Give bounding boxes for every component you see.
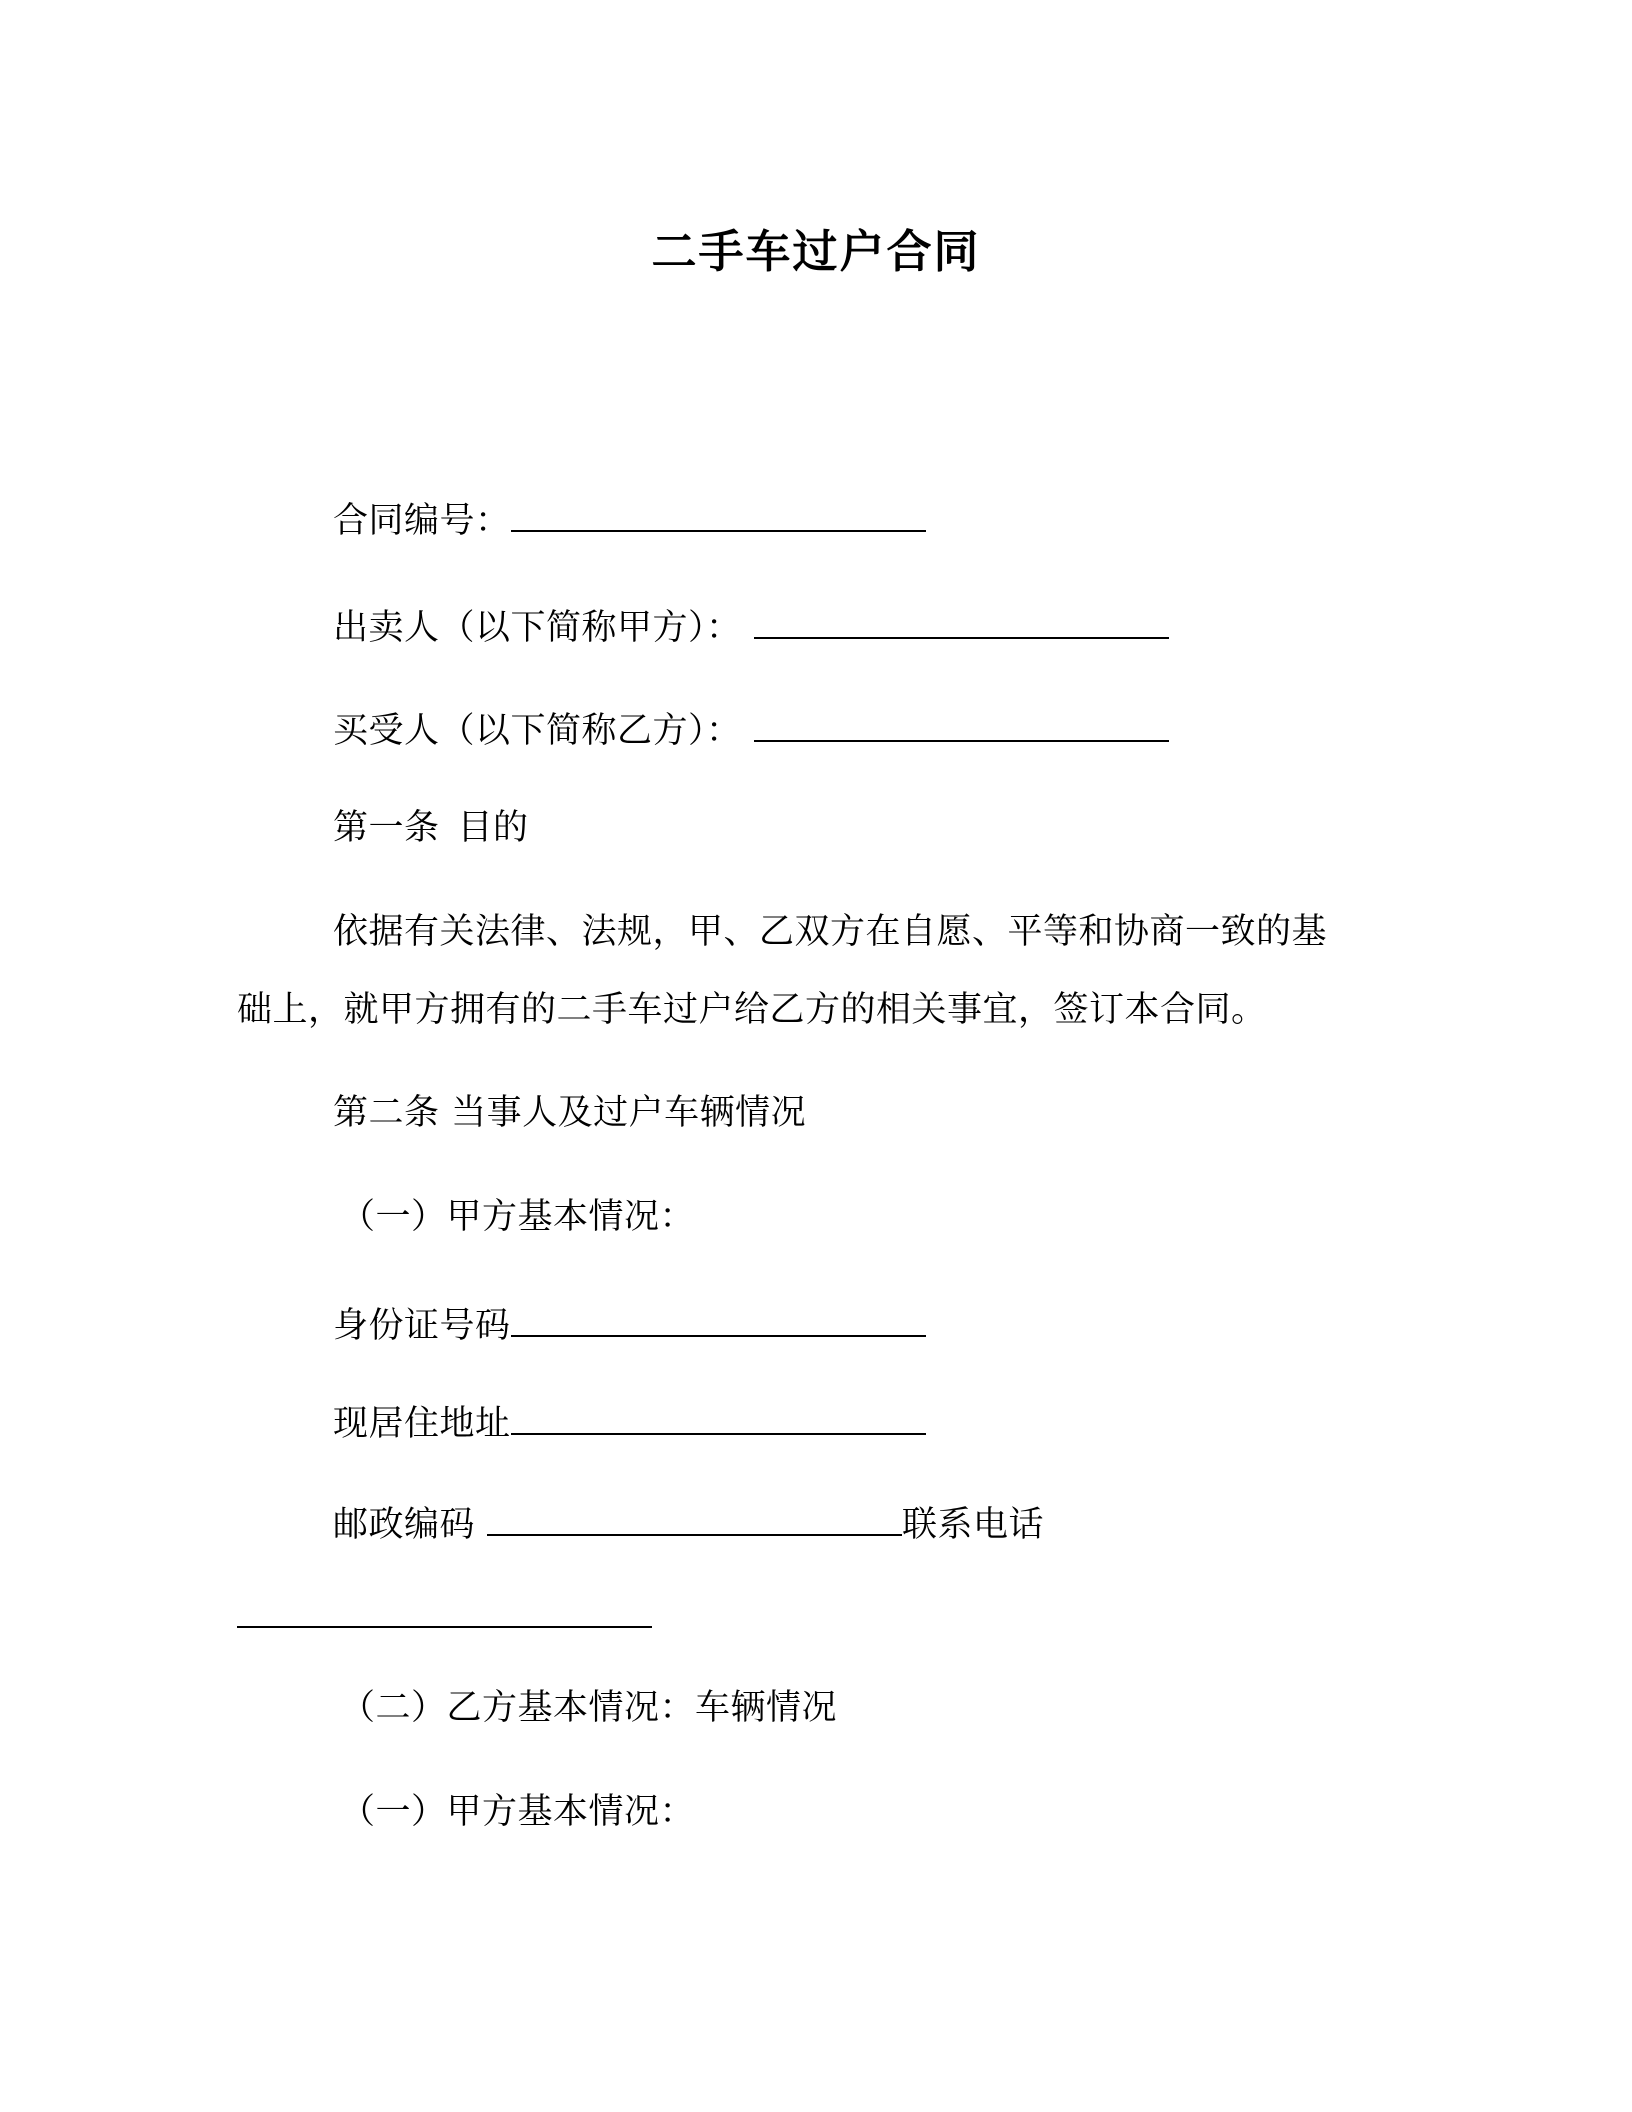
article-2-heading: 第二条 当事人及过户车辆情况	[333, 1093, 807, 1133]
seller-label: 出卖人（以下简称甲方）：	[333, 608, 742, 648]
article-1-body-line-1: 依据有关法律、法规，甲、乙双方在自愿、平等和协商一致的基	[333, 912, 1328, 952]
address-line	[333, 1401, 926, 1446]
address-label: 现居住地址	[333, 1404, 511, 1444]
address-field[interactable]	[511, 1401, 926, 1435]
postcode-label: 邮政编码	[333, 1505, 476, 1545]
document-title: 二手车过户合同	[651, 225, 981, 278]
buyer-label: 买受人（以下简称乙方）：	[333, 711, 742, 751]
seller-line	[333, 605, 1169, 650]
article-1-body-line-2: 础上，就甲方拥有的二手车过户给乙方的相关事宜，签订本合同。	[237, 990, 1267, 1030]
buyer-field[interactable]	[754, 708, 1169, 742]
party-a-info-heading: （一）甲方基本情况：	[340, 1197, 696, 1237]
article-1-heading	[333, 806, 529, 850]
contract-number-field[interactable]	[511, 498, 926, 532]
seller-field[interactable]	[754, 605, 1169, 639]
article-1-title: 目的	[457, 808, 529, 848]
article-1-number: 第一条	[333, 808, 440, 848]
postcode-field[interactable]	[487, 1502, 902, 1536]
contract-number-line	[333, 498, 926, 543]
id-number-field[interactable]	[511, 1303, 926, 1337]
phone-field[interactable]	[237, 1594, 652, 1628]
party-a-info-heading-repeat: （一）甲方基本情况：	[340, 1792, 696, 1832]
party-b-info-heading: （二）乙方基本情况：车辆情况	[340, 1688, 838, 1728]
phone-line-wrap	[237, 1594, 652, 1639]
postcode-phone-line	[333, 1502, 1044, 1547]
id-number-line	[333, 1303, 926, 1348]
phone-label: 联系电话	[902, 1505, 1045, 1545]
buyer-line	[333, 708, 1169, 753]
contract-number-label: 合同编号：	[333, 501, 511, 541]
id-number-label: 身份证号码	[333, 1306, 511, 1346]
